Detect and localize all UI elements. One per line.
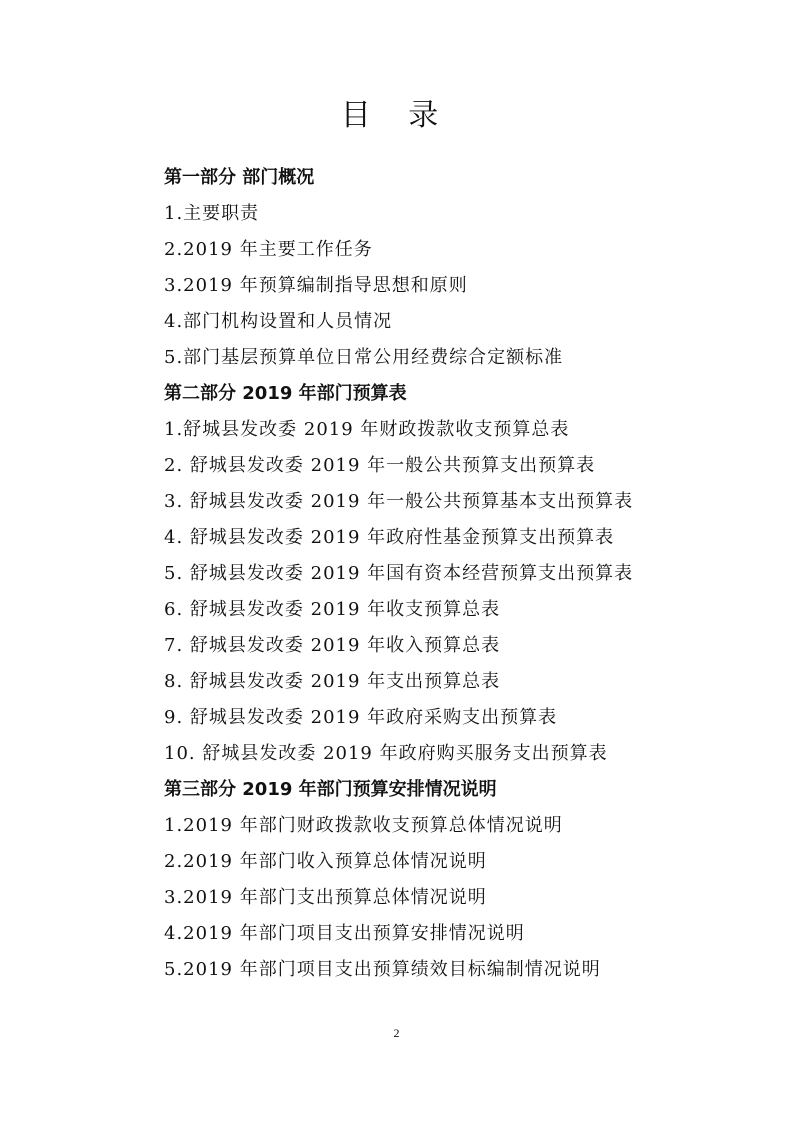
section-heading-part-3: 第三部分 2019 年部门预算安排情况说明 — [164, 779, 497, 800]
toc-item: 3.2019 年部门支出预算总体情况说明 — [164, 887, 487, 908]
toc-item: 6. 舒城县发改委 2019 年收支预算总表 — [164, 599, 501, 620]
toc-item: 1.舒城县发改委 2019 年财政拨款收支预算总表 — [164, 419, 570, 440]
toc-item: 3.2019 年预算编制指导思想和原则 — [164, 275, 468, 296]
toc-item: 1.主要职责 — [164, 203, 260, 224]
toc-item: 5. 舒城县发改委 2019 年国有资本经营预算支出预算表 — [164, 563, 634, 584]
toc-item: 4. 舒城县发改委 2019 年政府性基金预算支出预算表 — [164, 527, 615, 548]
toc-item: 9. 舒城县发改委 2019 年政府采购支出预算表 — [164, 707, 558, 728]
toc-item: 8. 舒城县发改委 2019 年支出预算总表 — [164, 671, 501, 692]
table-of-contents — [164, 160, 764, 988]
toc-item: 2.2019 年部门收入预算总体情况说明 — [164, 851, 487, 872]
toc-item: 4.部门机构设置和人员情况 — [164, 311, 393, 332]
toc-item: 1.2019 年部门财政拨款收支预算总体情况说明 — [164, 815, 563, 836]
toc-item: 7. 舒城县发改委 2019 年收入预算总表 — [164, 635, 501, 656]
section-heading-part-2: 第二部分 2019 年部门预算表 — [164, 383, 407, 404]
toc-item: 4.2019 年部门项目支出预算安排情况说明 — [164, 923, 525, 944]
toc-item: 5.2019 年部门项目支出预算绩效目标编制情况说明 — [164, 959, 601, 980]
toc-item: 5.部门基层预算单位日常公用经费综合定额标准 — [164, 347, 564, 368]
toc-item: 2. 舒城县发改委 2019 年一般公共预算支出预算表 — [164, 455, 596, 476]
toc-item: 3. 舒城县发改委 2019 年一般公共预算基本支出预算表 — [164, 491, 634, 512]
section-heading-part-1: 第一部分 部门概况 — [164, 167, 315, 188]
page-title: 目 录 — [340, 98, 453, 133]
toc-item: 10. 舒城县发改委 2019 年政府购买服务支出预算表 — [164, 743, 608, 764]
toc-item: 2.2019 年主要工作任务 — [164, 239, 373, 260]
page-number: 2 — [393, 1026, 400, 1040]
